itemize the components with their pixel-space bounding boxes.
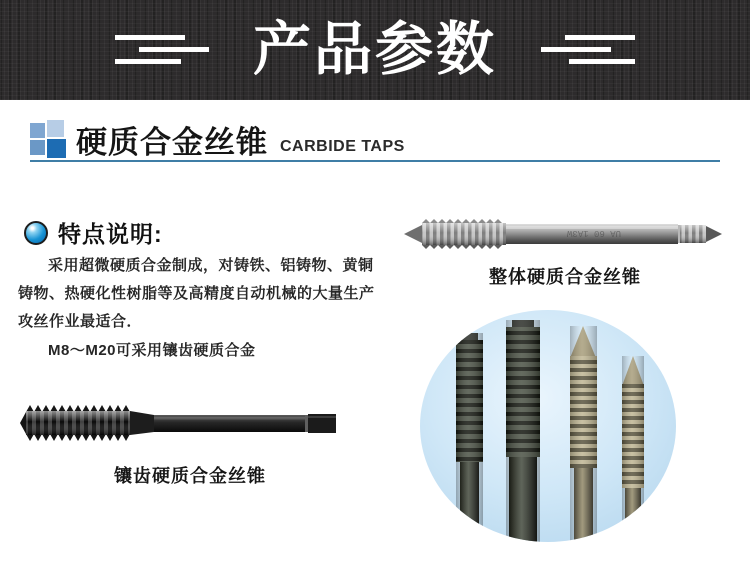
square-bottom-left [30, 140, 45, 155]
deco-line [565, 35, 635, 40]
triple-lines-right-icon [541, 35, 635, 65]
deco-line [541, 47, 611, 52]
solid-carbide-tap-image [398, 206, 726, 262]
banner-title: 产品参数 [252, 17, 497, 82]
section-title: 硬质合金丝锥 [76, 125, 268, 160]
square-top-left [30, 123, 45, 138]
blue-squares-icon [28, 120, 66, 158]
deco-line [569, 59, 635, 64]
section-subtitle: CARBIDE TAPS [280, 138, 405, 155]
banner [0, 0, 750, 100]
photo-tap-dark-large [506, 320, 540, 546]
features-header [24, 216, 163, 249]
solid-tap-caption: 整体硬质合金丝锥 [489, 267, 641, 287]
photo-tap-dark-small [456, 333, 483, 546]
deco-line [115, 59, 181, 64]
features-text [18, 252, 376, 365]
features-paragraph-1: 采用超微硬质合金制成，对铸铁、铝铸物、黄铜铸物、热硬化性树脂等及高精度自动机械的大量生产攻丝作业最适合． [18, 257, 375, 331]
features-heading: 特点说明: [58, 221, 163, 247]
accent-divider [30, 160, 720, 162]
features-paragraph-2: M8～M20可采用镶齿硬质合金 [48, 341, 256, 359]
square-bottom-right [47, 139, 66, 158]
inserted-tooth-tap-image [20, 392, 340, 456]
triple-lines-left-icon [115, 35, 209, 65]
taps-photo [418, 308, 678, 546]
deco-line [139, 47, 209, 52]
tap-end-cone [706, 226, 722, 242]
square-top-right [47, 120, 64, 137]
photo-tap-gold-large [570, 326, 597, 546]
tap-tip-cone [404, 225, 422, 243]
shank-engraving-text: UA 60 1A3W [566, 228, 622, 238]
deco-line [115, 35, 185, 40]
photo-tap-gold-small [622, 356, 644, 528]
inserted-tap-caption: 镶齿硬质合金丝锥 [114, 466, 266, 486]
blue-sphere-bullet-icon [24, 221, 48, 245]
section-header [28, 120, 405, 158]
